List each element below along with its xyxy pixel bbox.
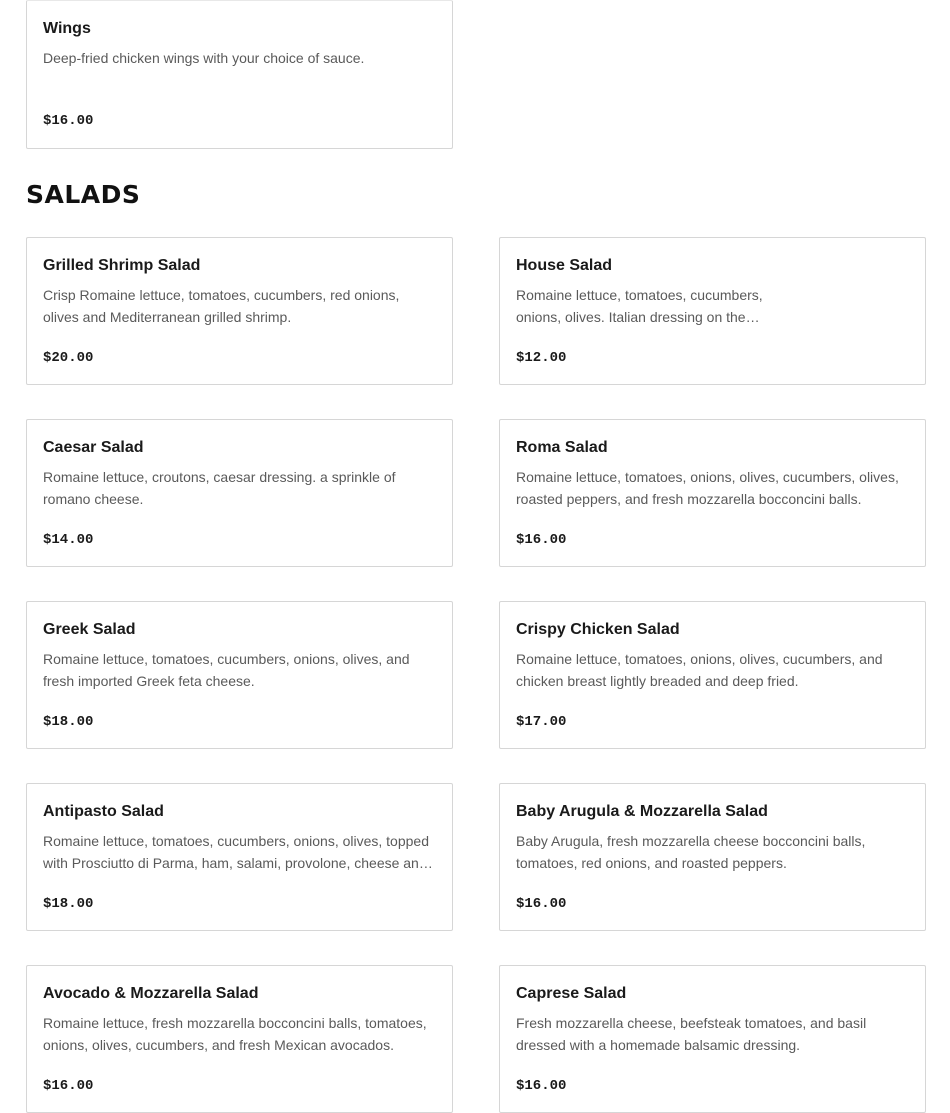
menu-item-price: $18.00: [43, 714, 94, 730]
menu-item-card[interactable]: [499, 419, 926, 567]
menu-item-card[interactable]: [26, 237, 453, 385]
menu-item-price: $12.00: [516, 350, 567, 366]
menu-item-price: $16.00: [43, 1078, 94, 1094]
menu-item-name: Caprese Salad: [516, 985, 627, 1002]
menu-item-description: Fresh mozzarella cheese, beefsteak tomatoes, and basil dressed with a homemade balsamic dressing.: [516, 1015, 867, 1053]
menu-item-card-wings[interactable]: [26, 0, 453, 149]
menu-item-name: Wings: [43, 20, 91, 37]
menu-item-price: $14.00: [43, 532, 94, 548]
menu-item-description: Romaine lettuce, croutons, caesar dressing. a sprinkle of romano cheese.: [43, 469, 396, 507]
menu-item-name: House Salad: [516, 257, 613, 274]
menu-item-price: $17.00: [516, 714, 567, 730]
menu-item-price: $16.00: [516, 1078, 567, 1094]
menu-item-card[interactable]: [499, 601, 926, 749]
menu-item-description: Deep-fried chicken wings with your choice of sauce.: [43, 50, 365, 66]
menu-item-price: $20.00: [43, 350, 94, 366]
menu-item-description: Romaine lettuce, tomatoes, cucumbers, onions, olives. Italian dressing on the…: [516, 287, 763, 325]
menu-item-name: Grilled Shrimp Salad: [43, 257, 201, 274]
menu-item-card[interactable]: [26, 965, 453, 1113]
menu-item-description: Crisp Romaine lettuce, tomatoes, cucumbers, red onions, olives and Mediterranean grilled shrimp.: [43, 287, 400, 325]
menu-item-description: Romaine lettuce, fresh mozzarella bocconcini balls, tomatoes, onions, olives, cucumbers, and fresh Mexican avocados.: [43, 1015, 427, 1053]
menu-item-name: Roma Salad: [516, 439, 608, 456]
menu-item-card[interactable]: [499, 965, 926, 1113]
menu-item-description: Baby Arugula, fresh mozzarella cheese bocconcini balls, tomatoes, red onions, and roasted peppers.: [516, 833, 866, 871]
menu-item-card[interactable]: [26, 601, 453, 749]
menu-item-description: Romaine lettuce, tomatoes, onions, olives, cucumbers, and chicken breast lightly breaded and deep fried.: [516, 651, 883, 689]
menu-item-description: Romaine lettuce, tomatoes, onions, olives, cucumbers, olives, roasted peppers, and fresh mozzarella bocconcini balls.: [516, 469, 899, 507]
menu-item-card[interactable]: [499, 237, 926, 385]
menu-item-card[interactable]: [26, 419, 453, 567]
menu-item-card[interactable]: [499, 783, 926, 931]
menu-item-price: $16.00: [516, 896, 567, 912]
menu-item-name: Baby Arugula & Mozzarella Salad: [516, 803, 768, 820]
menu-item-name: Antipasto Salad: [43, 803, 164, 820]
menu-item-price: $16.00: [516, 532, 567, 548]
menu-item-price: $16.00: [43, 113, 94, 129]
menu-item-name: Greek Salad: [43, 621, 136, 638]
menu-item-description: Romaine lettuce, tomatoes, cucumbers, onions, olives, and fresh imported Greek feta cheese.: [43, 651, 410, 689]
menu-item-name: Caesar Salad: [43, 439, 144, 456]
menu-item-price: $18.00: [43, 896, 94, 912]
section-title-salads: SALADS: [26, 180, 141, 209]
menu-item-name: Avocado & Mozzarella Salad: [43, 985, 259, 1002]
menu-item-name: Crispy Chicken Salad: [516, 621, 680, 638]
menu-item-card[interactable]: [26, 783, 453, 931]
menu-item-description: Romaine lettuce, tomatoes, cucumbers, onions, olives, topped with Prosciutto di Parma, ham, salami, provolone, cheese an…: [43, 833, 433, 871]
